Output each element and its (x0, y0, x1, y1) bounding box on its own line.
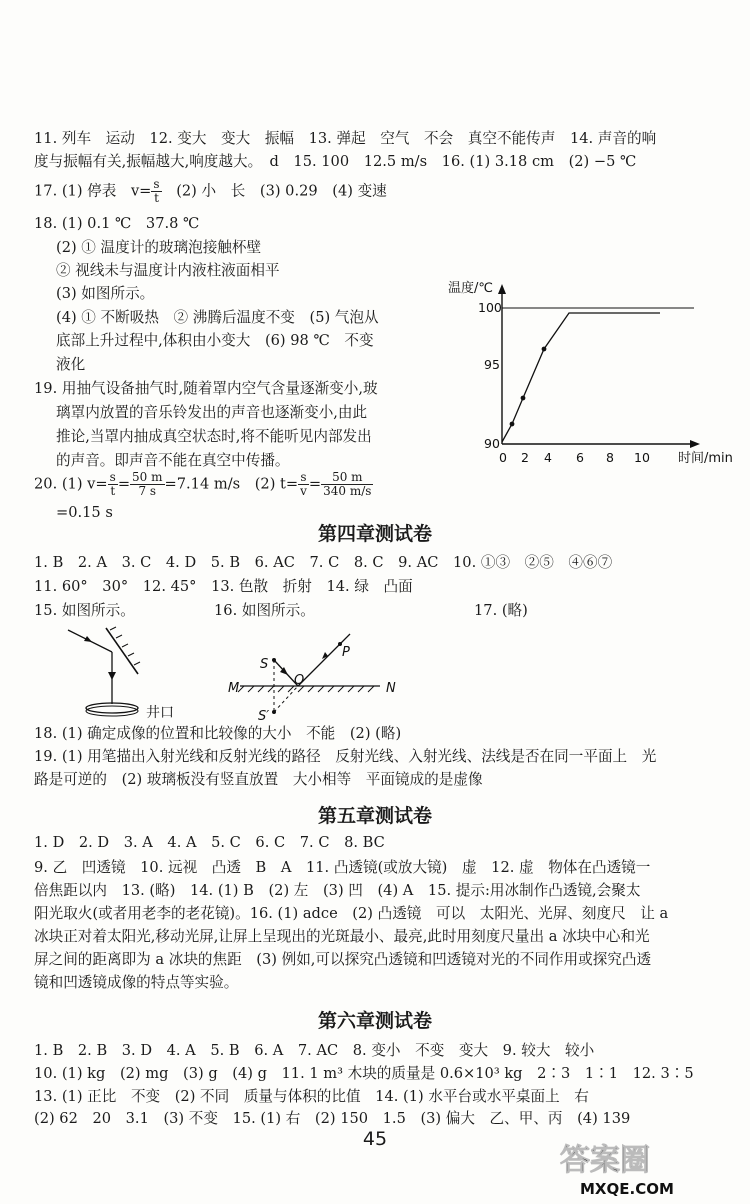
answer-line: 19. (1) 用笔描出入射光线和反射光线的路径 反射光线、入射光线、法线是否在同一平面上 光 (34, 748, 657, 765)
mirror-hatch (258, 686, 264, 692)
y-axis-label: 温度/℃ (448, 281, 493, 296)
chapter-title: 第四章测试卷 (317, 523, 432, 545)
answer-line: 1. B 2. B 3. D 4. A 5. B 6. A 7. AC 8. 变小 不变 变大 9. 较大 较小 (34, 1042, 595, 1059)
point-label: M (228, 681, 240, 696)
point-label: P (342, 645, 350, 660)
answer-line: 倍焦距以内 13. (略) 14. (1) B (2) 左 (3) 凹 (4) A 15. 提示:用冰制作凸透镜,会聚太 (34, 882, 641, 899)
answer-q17: 17. (1) 停表 v= $\frac{s}{t}$ (2) 小 长 (3) 0.29 (4) 变速 (34, 177, 387, 205)
y-tick-label: 95 (484, 357, 500, 372)
answer-line: 镜和凹透镜成像的特点等实验。 (34, 974, 239, 991)
x-tick-label: 2 (521, 450, 529, 465)
answer-line: 1. B 2. A 3. C 4. D 5. B 6. AC 7. C 8. C 9. AC 10. ①③ ②⑤ ④⑥⑦ (34, 554, 613, 571)
mirror-hatch (308, 686, 314, 692)
y-tick-label: 90 (484, 436, 500, 451)
mirror-hatch (278, 686, 284, 692)
point-label: N (386, 681, 396, 696)
mirror-hatch (358, 686, 364, 692)
mirror-hatch (268, 686, 274, 692)
point-p (338, 642, 342, 646)
well-mouth (86, 703, 138, 713)
mirror-hatch (122, 644, 128, 647)
point-label: O (294, 673, 305, 688)
answer-line: =0.15 s (56, 504, 113, 521)
answer-line: 15. 如图所示。 (34, 602, 135, 619)
answer-line: 推论,当罩内抽成真空状态时,将不能听见内部发出 (56, 428, 372, 445)
answer-line: 底部上升过程中,体积由小变大 (6) 98 ℃ 不变 (56, 332, 374, 349)
mirror-hatch (248, 686, 254, 692)
answer-line: 16. 如图所示。 (214, 602, 315, 619)
x-tick-label: 4 (544, 450, 552, 465)
temperature-curve (502, 313, 660, 442)
mirror-hatch (368, 686, 374, 692)
answer-line: 19. 用抽气设备抽气时,随着罩内空气含量逐渐变小,玻 (34, 380, 378, 397)
point-s-image (272, 710, 276, 714)
chapter-title: 第五章测试卷 (317, 805, 432, 827)
page-number: 45 (362, 1128, 388, 1150)
mirror-hatch (134, 662, 140, 665)
watermark-logo: 答案圈 (560, 1143, 650, 1178)
point-label: S′ (258, 709, 270, 724)
answer-line: 度与振幅有关,振幅越大,响度越大。 d 15. 100 12.5 m/s 16. (1) 3.18 cm (2) −5 ℃ (34, 153, 637, 170)
x-tick-label: 8 (606, 450, 614, 465)
temperature-graph (430, 272, 750, 472)
mirror-hatch (338, 686, 344, 692)
answer-line: 10. (1) kg (2) mg (3) g (4) g 11. 1 m³ 木块的质量是 0.6×10³ kg 2∶3 1∶1 12. 3∶5 (34, 1065, 694, 1082)
x-axis-arrow (690, 440, 700, 448)
answer-line: 11. 60° 30° 12. 45° 13. 色散 折射 14. 绿 凸面 (34, 578, 413, 595)
mirror-hatch (110, 627, 116, 630)
answer-line: 18. (1) 0.1 ℃ 37.8 ℃ (34, 215, 200, 232)
answer-line: 9. 乙 凹透镜 10. 远视 凸透 B A 11. 凸透镜(或放大镜) 虚 12. 虚 物体在凸透镜一 (34, 859, 651, 876)
optics-figures (40, 616, 410, 728)
reflected-ray (298, 634, 350, 686)
answer-line: 18. (1) 确定成像的位置和比较像的大小 不能 (2) (略) (34, 725, 402, 742)
mirror-hatch (128, 653, 134, 656)
answer-line: (4) ① 不断吸热 ② 沸腾后温度不变 (5) 气泡从 (56, 309, 379, 326)
dashed-extension (274, 686, 298, 712)
ray-arrow (322, 652, 328, 659)
answer-line: 17. (略) (474, 602, 528, 619)
mirror-hatch (116, 635, 122, 638)
data-point (510, 422, 515, 427)
answer-line: 液化 (56, 356, 86, 373)
mirror-hatch (288, 686, 294, 692)
answer-line: (2) ① 温度计的玻璃泡接触杯壁 (56, 239, 262, 256)
watermark (556, 1140, 736, 1200)
data-point (521, 396, 526, 401)
mirror-hatch (328, 686, 334, 692)
answer-line: (2) 62 20 3.1 (3) 不变 15. (1) 右 (2) 150 1.5 (3) 偏大 乙、甲、丙 (4) 139 (34, 1110, 631, 1127)
answer-line: 冰块正对着太阳光,移动光屏,让屏上呈现出的光斑最小、最亮,此时用刻度尺量出 a 冰块中心和光 (34, 928, 650, 945)
answer-line: 阳光取火(或者用老李的老花镜)。16. (1) adce (2) 凸透镜 可以 太阳光、光屏、刻度尺 让 a (34, 905, 669, 922)
answer-line: 1. D 2. D 3. A 4. A 5. C 6. C 7. C 8. BC (34, 834, 385, 851)
chapter-title: 第六章测试卷 (317, 1010, 432, 1032)
x-tick-label: 0 (499, 450, 507, 465)
answer-line: 璃罩内放置的音乐铃发出的声音也逐渐变小,由此 (56, 404, 368, 421)
x-tick-label: 10 (634, 450, 650, 465)
x-tick-label: 6 (576, 450, 584, 465)
answer-line: 的声音。即声音不能在真空中传播。 (56, 452, 290, 469)
answer-q20: 20. (1) v= $\frac{s}{t}$ = $\frac{50 m}{7 s}$ =7.14 m/s (2) t= $\frac{s}{v}$ = $\frac{50 m}{340 m/s}$ (34, 470, 372, 498)
ray-arrow (108, 672, 116, 680)
point-label: S (260, 657, 269, 672)
mirror-hatch (318, 686, 324, 692)
answer-line: 11. 列车 运动 12. 变大 变大 振幅 13. 弹起 空气 不会 真空不能传声 14. 声音的响 (34, 130, 657, 147)
answer-line: 13. (1) 正比 不变 (2) 不同 质量与体积的比值 14. (1) 水平台或水平桌面上 右 (34, 1088, 589, 1105)
answer-line: 屏之间的距离即为 a 冰块的焦距 (3) 例如,可以探究凸透镜和凹透镜对光的不同作用或探究凸透 (34, 951, 652, 968)
watermark-url: MXQE.COM (580, 1180, 674, 1198)
answer-line: ② 视线未与温度计内液柱液面相平 (56, 262, 280, 279)
y-axis-arrow (498, 284, 506, 294)
y-tick-label: 100 (478, 300, 502, 315)
answer-line: (3) 如图所示。 (56, 285, 155, 302)
x-axis-label: 时间/min (678, 451, 733, 466)
data-point (542, 347, 547, 352)
mirror-hatch (348, 686, 354, 692)
answer-line: 路是可逆的 (2) 玻璃板没有竖直放置 大小相等 平面镜成的是虚像 (34, 771, 483, 788)
well-label: 井口 (146, 705, 174, 721)
